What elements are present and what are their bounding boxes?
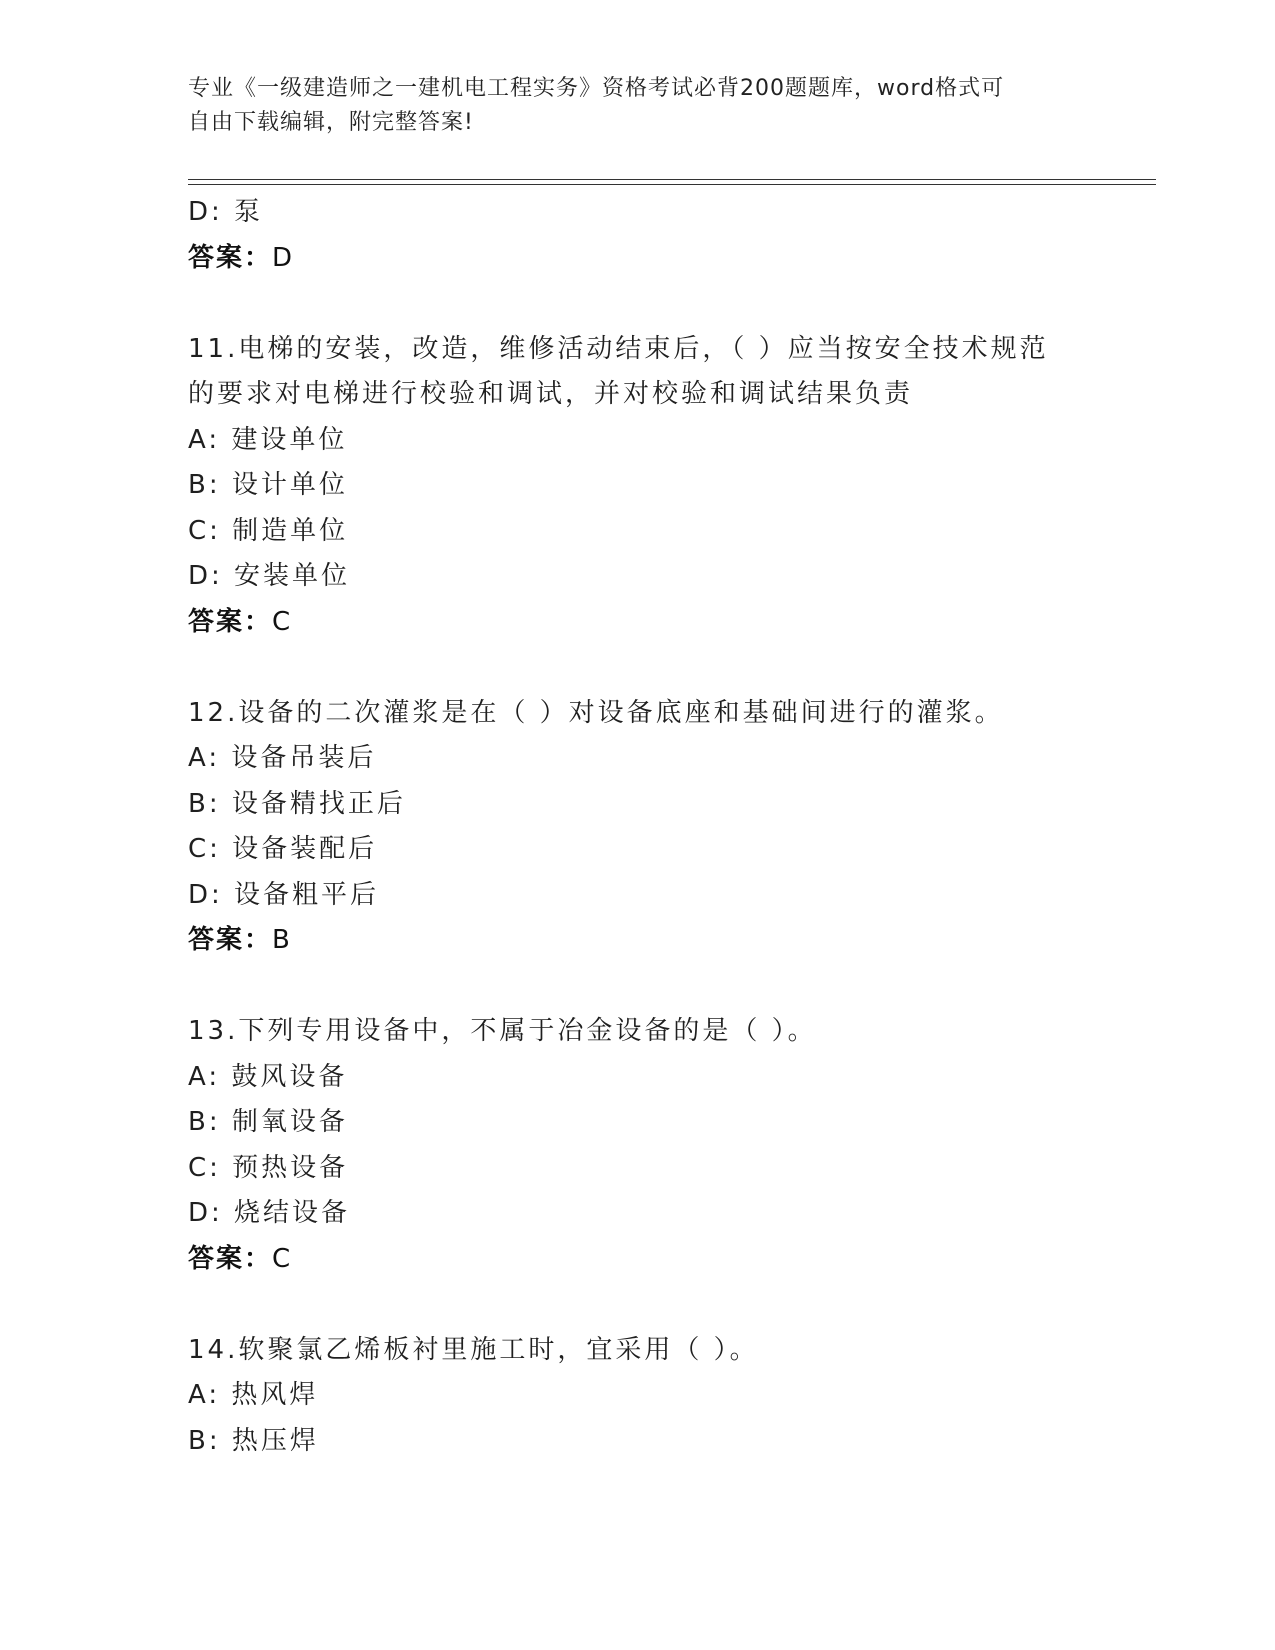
option-a: A: 鼓风设备 [188, 1061, 348, 1092]
header-divider-top [188, 179, 1156, 180]
spacer [188, 964, 1088, 1010]
question-12 [188, 691, 1088, 964]
answer-line [188, 918, 1088, 964]
spacer [188, 281, 1088, 327]
question-14 [188, 1328, 1088, 1465]
option-b: B: 设计单位 [188, 470, 348, 500]
question-list [188, 190, 1088, 1464]
question-stem: 13.下列专用设备中，不属于冶金设备的是（ ）。 [188, 1016, 817, 1046]
question-stem-continued: 的要求对电梯进行校验和调试，并对校验和调试结果负责 [188, 379, 914, 409]
option-b: B: 热压焊 [188, 1425, 319, 1456]
question-stem: 14.软聚氯乙烯板衬里施工时，宜采用（ ）。 [188, 1334, 759, 1365]
spacer [188, 1282, 1088, 1328]
answer-value: C [272, 1243, 293, 1274]
option-d: D: 安装单位 [188, 561, 351, 591]
option-b: B: 设备精找正后 [188, 788, 406, 819]
answer-line [188, 600, 1088, 646]
answer-label: 答案： [188, 1243, 273, 1274]
option-c: C: 设备装配后 [188, 834, 378, 864]
header-line-2: 自由下载编辑，附完整答案! [188, 110, 474, 135]
page-header [188, 72, 1088, 140]
question-13 [188, 1009, 1088, 1282]
spacer [188, 645, 1088, 691]
answer-line [188, 236, 1088, 282]
answer-value: C [272, 606, 293, 637]
header-divider-bottom [188, 184, 1156, 185]
question-11 [188, 327, 1088, 646]
option-a: A: 设备吊装后 [188, 743, 377, 773]
option-c: C: 制造单位 [188, 515, 349, 546]
answer-line [188, 1237, 1088, 1283]
header-line-1: 专业《一级建造师之一建机电工程实务》资格考试必背200题题库，word格式可 [188, 76, 1005, 101]
option-b: B: 制氧设备 [188, 1107, 348, 1137]
question-stem: 12.设备的二次灌浆是在（ ）对设备底座和基础间进行的灌浆。 [188, 697, 1004, 728]
option-a: A: 热风焊 [188, 1380, 319, 1410]
option-d: D: 泵 [188, 197, 264, 227]
option-d: D: 设备粗平后 [188, 879, 380, 910]
answer-value: D [272, 242, 295, 273]
option-a: A: 建设单位 [188, 424, 348, 455]
answer-value: B [272, 925, 292, 955]
option-c: C: 预热设备 [188, 1152, 349, 1183]
answer-label: 答案： [188, 242, 273, 273]
question-stem: 11.电梯的安装，改造，维修活动结束后，（ ）应当按安全技术规范 [188, 333, 1049, 364]
answer-label: 答案： [188, 925, 273, 955]
option-d: D: 烧结设备 [188, 1198, 351, 1228]
answer-label: 答案： [188, 606, 273, 637]
